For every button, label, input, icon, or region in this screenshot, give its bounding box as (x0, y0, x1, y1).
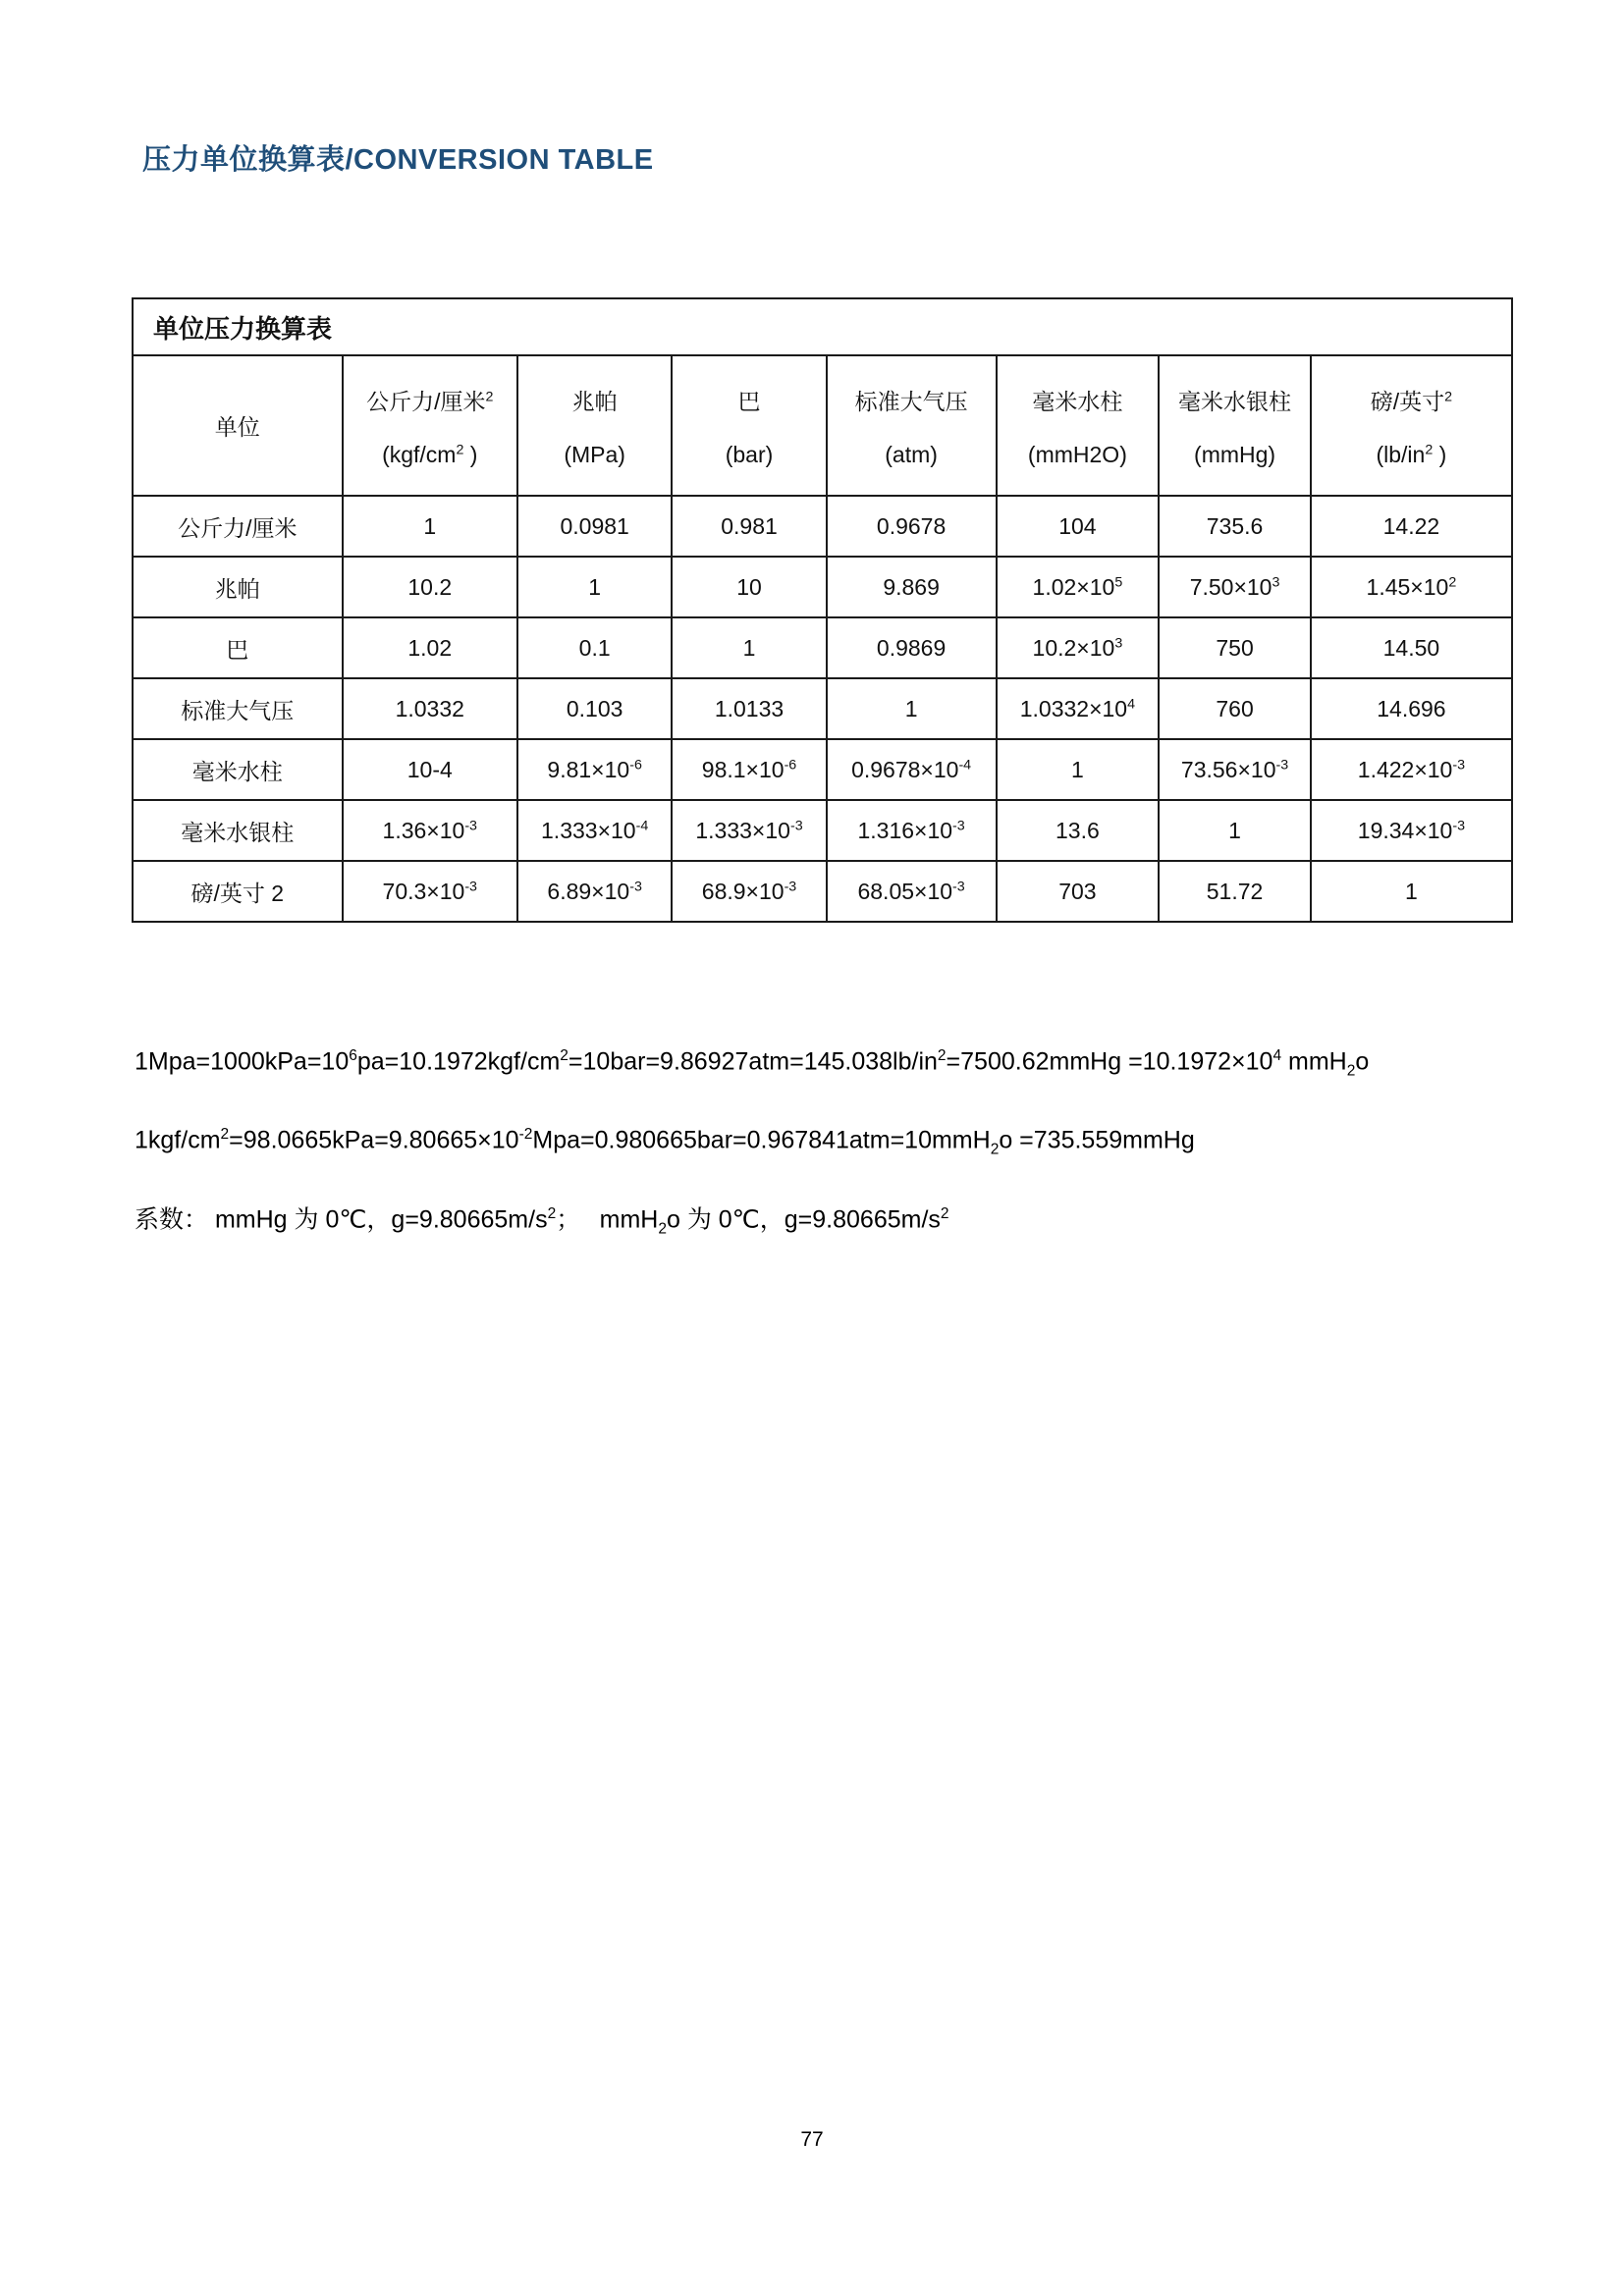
table-cell: $1.333\times 10^{-4}$ (517, 800, 672, 861)
table-cell: 0.9678 (827, 496, 997, 557)
table-cell: $1.316\times 10^{-3}$ (827, 800, 997, 861)
table-row (133, 800, 1512, 861)
column-unit: (atm) (885, 441, 938, 467)
table-cell: 1.0133 (672, 678, 826, 739)
column-name: 公斤力/厘米$^2$ (366, 388, 494, 414)
table-header-row (133, 355, 1512, 496)
note-line: $1Mpa=1000kPa=10^6pa=10.1972kgf/cm^2=10bar=9.86927atm=145.038lb/in^2=7500.62mmHg =10.1972\times 10^4$ mmH$_2$o (135, 1047, 1370, 1080)
column-unit: ($kgf/cm^2$ ) (382, 441, 478, 467)
table-cell: 14.50 (1311, 617, 1512, 678)
column-header-kgf (343, 355, 517, 496)
table-cell: 104 (997, 496, 1160, 557)
table-row (133, 496, 1512, 557)
table-cell: 13.6 (997, 800, 1160, 861)
table-cell: 10-4 (343, 739, 517, 800)
corner-header: 单位 (133, 355, 343, 496)
table-cell: $68.05\times 10^{-3}$ (827, 861, 997, 922)
table-cell: $0.9678\times 10^{-4}$ (827, 739, 997, 800)
table-cell: $98.1\times 10^{-6}$ (672, 739, 826, 800)
row-label: 毫米水柱 (133, 739, 343, 800)
table-cell: 1 (1311, 861, 1512, 922)
table-cell: 0.1 (517, 617, 672, 678)
table-row (133, 678, 1512, 739)
table-cell: $9.81\times 10^{-6}$ (517, 739, 672, 800)
table-cell: 1.02 (343, 617, 517, 678)
column-header-mmhg (1159, 355, 1311, 496)
table-cell: 10.2 (343, 557, 517, 617)
table-cell: $73.56\times 10^{-3}$ (1159, 739, 1311, 800)
column-unit: ($lb/in^2$ ) (1376, 441, 1447, 467)
table-cell: 1 (672, 617, 826, 678)
column-unit: (bar) (725, 441, 774, 467)
column-unit: (mmH2O) (1027, 441, 1127, 467)
table-cell: $1.36\times 10^{-3}$ (343, 800, 517, 861)
column-header-atm (827, 355, 997, 496)
table-cell: 1 (343, 496, 517, 557)
table-cell: $1.02\times 10^5$ (997, 557, 1160, 617)
column-unit: (mmHg) (1194, 441, 1276, 467)
table-cell: 703 (997, 861, 1160, 922)
table-cell: 0.9869 (827, 617, 997, 678)
row-label: 兆帕 (133, 557, 343, 617)
column-name: 巴 (737, 388, 761, 414)
table-cell: $1.0332\times 10^4$ (997, 678, 1160, 739)
table-row (133, 557, 1512, 617)
table-cell: $68.9\times 10^{-3}$ (672, 861, 826, 922)
table-cell: 14.22 (1311, 496, 1512, 557)
table-cell: 9.869 (827, 557, 997, 617)
column-name: 磅/英寸$^2$ (1370, 388, 1453, 414)
column-header-mpa (517, 355, 672, 496)
table-cell: 735.6 (1159, 496, 1311, 557)
note-line: $1kgf/cm^2=98.0665kPa=9.80665\times 10^{-2}Mpa=0.980665bar=0.967841atm=10mmH_2o$ =735.559mmHg (135, 1126, 1195, 1158)
table-cell: 1 (517, 557, 672, 617)
table-cell: 1 (997, 739, 1160, 800)
table-cell: 0.103 (517, 678, 672, 739)
conversion-notes (135, 1037, 1509, 1273)
table-caption: 单位压力换算表 (133, 298, 1512, 355)
page-title: 压力单位换算表/CONVERSION TABLE (142, 144, 654, 176)
column-name: 毫米水银柱 (1178, 388, 1292, 414)
row-label: 磅/英寸 2 (133, 861, 343, 922)
table-cell: $6.89\times 10^{-3}$ (517, 861, 672, 922)
note-line: 系数： mmHg 为 0℃，$g=9.80665m/s^2$； mmH$_2$o 为 0℃，$g=9.80665m/s^2$ (135, 1204, 949, 1237)
column-name: 标准大气压 (854, 388, 968, 414)
column-name: 毫米水柱 (1032, 388, 1123, 414)
table-cell: 750 (1159, 617, 1311, 678)
row-label: 公斤力/厘米 (133, 496, 343, 557)
table-row (133, 861, 1512, 922)
table-cell: 1 (1159, 800, 1311, 861)
table-cell: 1.0332 (343, 678, 517, 739)
conversion-table (132, 297, 1513, 923)
table-cell: 0.981 (672, 496, 826, 557)
table-cell: 1 (827, 678, 997, 739)
table-cell: 10 (672, 557, 826, 617)
table-cell: $70.3\times 10^{-3}$ (343, 861, 517, 922)
table-cell: 14.696 (1311, 678, 1512, 739)
table-cell: $19.34\times 10^{-3}$ (1311, 800, 1512, 861)
column-header-bar (672, 355, 826, 496)
table-cell: 51.72 (1159, 861, 1311, 922)
column-header-mmh2o (997, 355, 1160, 496)
table-cell: 760 (1159, 678, 1311, 739)
table-row (133, 617, 1512, 678)
table-caption-row (133, 298, 1512, 355)
table-cell: $7.50\times 10^3$ (1159, 557, 1311, 617)
column-unit: (MPa) (564, 441, 625, 467)
row-label: 毫米水银柱 (133, 800, 343, 861)
table-row (133, 739, 1512, 800)
column-name: 兆帕 (571, 388, 618, 414)
table-cell: $1.45\times 10^2$ (1311, 557, 1512, 617)
table-cell: 0.0981 (517, 496, 672, 557)
column-header-lbin2 (1311, 355, 1512, 496)
table-cell: $1.422\times 10^{-3}$ (1311, 739, 1512, 800)
page-number: 77 (800, 2128, 824, 2151)
row-label: 巴 (133, 617, 343, 678)
table-cell: $10.2\times 10^3$ (997, 617, 1160, 678)
table-cell: $1.333\times 10^{-3}$ (672, 800, 826, 861)
row-label: 标准大气压 (133, 678, 343, 739)
